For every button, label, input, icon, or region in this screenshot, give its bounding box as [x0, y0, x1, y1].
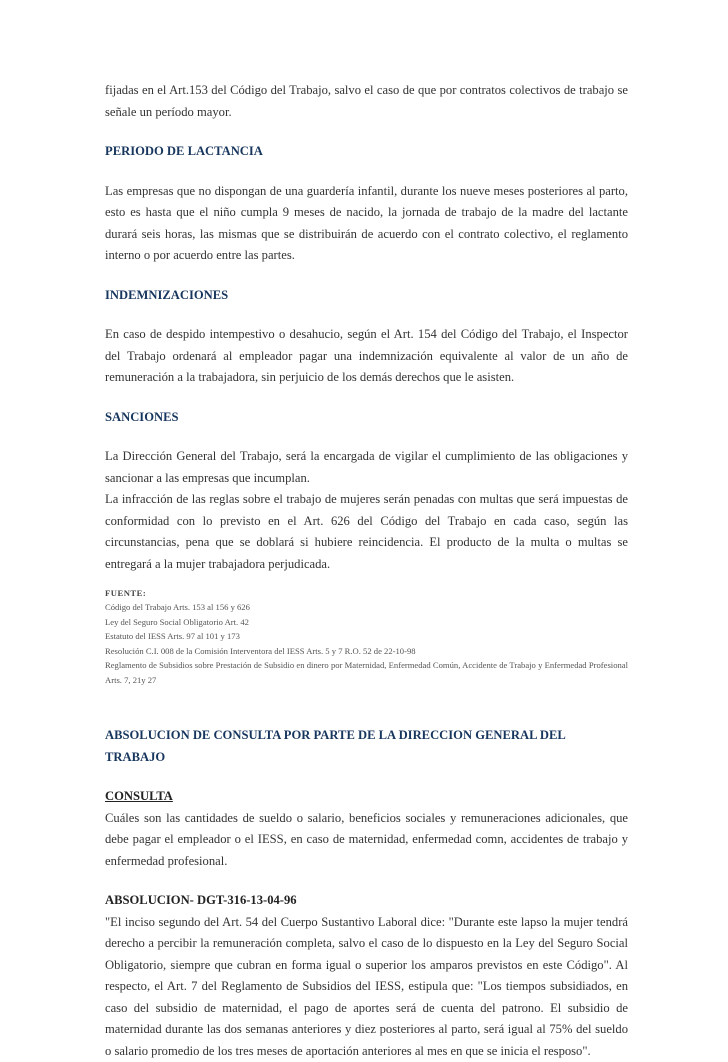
absolucion-paragraph: "El inciso segundo del Art. 54 del Cuerpo Sustantivo Laboral dice: "Durante este lapso la mujer tendrá derecho a percibir la remuneración completa, salvo el caso de lo dispuesto en la Ley del Seguro Social Obligatorio, siempre que cubran en forma igual o superior los amparos previstos en este Código". Al respecto, el Art. 7 del Reglamento de Subsidios del IESS, estipula que: "Los tiempos subsidiados, en caso del subsidio de maternidad, el pago de aportes será de cuenta del patrono. El subsidio de maternidad durante las dos semanas anteriores y diez posteriores al parto, será igual al 75% del sueldo o salario promedio de los tres meses de aportación anteriores al mes en que se inicia el resposo".	[105, 912, 628, 1062]
consulta-paragraph: Cuáles son las cantidades de sueldo o salario, beneficios sociales y remuneraciones adicionales, que debe pagar el empleador o el IESS, en caso de maternidad, enfermedad comn, accidentes de trabajo y enfermedad profesional.	[105, 808, 628, 873]
absolucion-section-heading: ABSOLUCION DE CONSULTA POR PARTE DE LA DIRECCION GENERAL DEL TRABAJO	[105, 725, 628, 768]
sanciones-heading: SANCIONES	[105, 407, 628, 429]
absolucion-heading: ABSOLUCION- DGT-316-13-04-96	[105, 890, 628, 912]
lactancia-heading: PERIODO DE LACTANCIA	[105, 141, 628, 163]
fuente-item: Resolución C.I. 008 de la Comisión Interventora del IESS Arts. 5 y 7 R.O. 52 de 22-10-98	[105, 644, 628, 659]
consulta-heading: CONSULTA	[105, 786, 628, 808]
document-content	[105, 80, 628, 1062]
sanciones-paragraph-2: La infracción de las reglas sobre el trabajo de mujeres serán penadas con multas que será impuestas de conformidad con lo previsto en el Art. 626 del Código del Trabajo en cada caso, según las circunstancias, pena que se doblará si hubiere reincidencia. El producto de la multa o multas se entregará a la mujer trabajadora perjudicada.	[105, 489, 628, 575]
lactancia-paragraph: Las empresas que no dispongan de una guardería infantil, durante los nueve meses posteriores al parto, esto es hasta que el niño cumpla 9 meses de nacido, la jornada de trabajo de la madre del lactante durará seis horas, las mismas que se distribuirán de acuerdo con el contrato colectivo, el reglamento interno o por acuerdo entre las partes.	[105, 181, 628, 267]
fuente-block	[105, 586, 628, 687]
fuente-item: Reglamento de Subsidios sobre Prestación de Subsidio en dinero por Maternidad, Enfermedad Común, Accidente de Trabajo y Enfermedad Profesional Arts. 7, 21y 27	[105, 658, 628, 687]
intro-paragraph: fijadas en el Art.153 del Código del Trabajo, salvo el caso de que por contratos colectivos de trabajo se señale un período mayor.	[105, 80, 628, 123]
fuente-item: Estatuto del IESS Arts. 97 al 101 y 173	[105, 629, 628, 644]
indemnizaciones-paragraph: En caso de despido intempestivo o desahucio, según el Art. 154 del Código del Trabajo, el Inspector del Trabajo ordenará al empleador pagar una indemnización equivalente al valor de un año de remuneración a la trabajadora, sin perjuicio de los demás derechos que le asisten.	[105, 324, 628, 389]
fuente-item: Código del Trabajo Arts. 153 al 156 y 626	[105, 600, 628, 615]
sanciones-paragraph-1: La Dirección General del Trabajo, será la encargada de vigilar el cumplimiento de las obligaciones y sancionar a las empresas que incumplan.	[105, 446, 628, 489]
indemnizaciones-heading: INDEMNIZACIONES	[105, 285, 628, 307]
fuente-title: FUENTE:	[105, 586, 628, 600]
fuente-item: Ley del Seguro Social Obligatorio Art. 42	[105, 615, 628, 630]
